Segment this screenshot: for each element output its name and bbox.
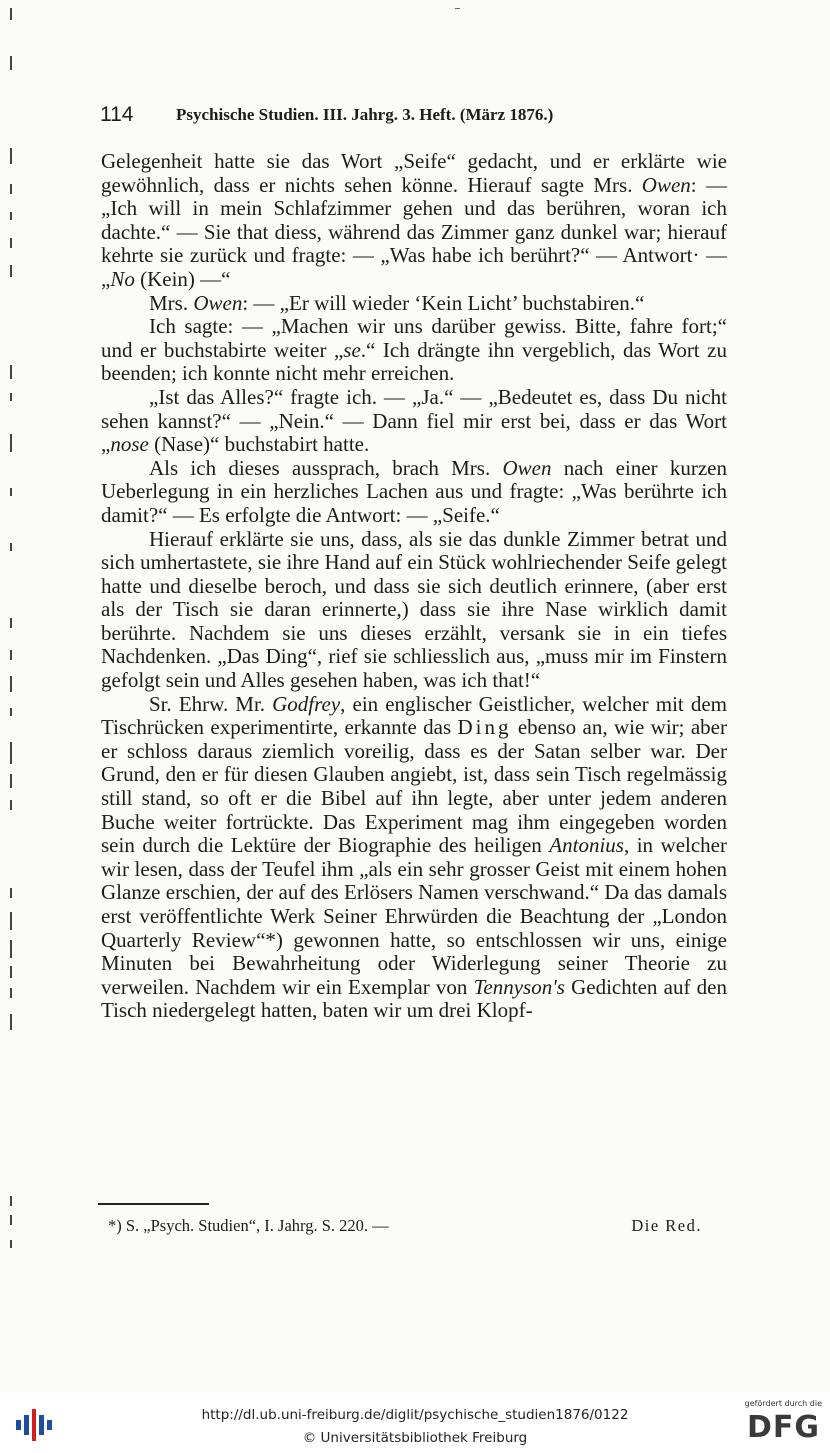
emphasis-name: se	[343, 337, 361, 362]
text-run: Als ich dieses aussprach, brach Mrs.	[149, 455, 503, 480]
emphasis-name: No	[110, 266, 135, 291]
emphasis-name: Tennyson's	[473, 974, 565, 999]
footnote-signature: Die Red.	[631, 1216, 702, 1235]
text-run: : — „Ich will in mein Schlafzimmer gehen und das berühren, woran ich dachte.“ — Sie that diess, während das Zimmer ganz dunkel war; hierauf kehrte sie zurück und fragte: — „Was habe ich berührt?“ — Antwort· — „	[101, 172, 727, 291]
dfg-funded-label: gefördert durch die	[744, 1399, 822, 1408]
text-run: nach einer kurzen Ueberlegung in ein herzliches Lachen aus und fragte: „Was berührte ich damit?“ — Es erfolgte die Antwort: — „Seife.“	[101, 455, 728, 527]
body-paragraph	[101, 457, 727, 528]
body-paragraph	[101, 315, 727, 386]
margin-marks	[10, 0, 16, 1393]
text-run: Gedichten auf den Tisch niedergelegt hatten, baten wir um drei Klopf-	[101, 974, 727, 1023]
text-run: (Nase)“ buchstabirt hatte.	[148, 432, 370, 457]
body-paragraph	[101, 528, 727, 693]
body-paragraph	[101, 292, 727, 316]
text-run: ebenso an, wie wir; aber er schloss daraus ziemlich voreilig, dass es der Satan selber war. Der Grund, den er für diesen Glauben angiebt, ist, dass sein Tisch regelmässig still stand, so oft er die Bibel auf ihn legte, aber unter jedem anderen Buche weiter fortrückte. Das Experiment mag ihm eingegeben worden sein durch die Lektüre der Biographie des heiligen	[101, 715, 727, 858]
text-run: , in welcher wir lesen, dass der Teufel ihm „als ein sehr grosser Geist mit einem hohen Glanze erschien, der auf des Erlösers Namen verschwand.“ Da das damals erst veröffentlichte Werk Seiner Ehrwürden die Beachtung der „London Quarterly Review“*) gewonnen hatte, so entschlossen wir uns, einige Minuten bei Bewahrheitung oder Widerlegung seiner Theorie zu verweilen. Nachdem wir ein Exemplar von	[101, 833, 727, 999]
footnote-text: *) S. „Psych. Studien“, I. Jahrg. S. 220. —	[108, 1216, 389, 1235]
body-text	[101, 150, 727, 1023]
emphasis-name: Godfrey	[272, 691, 341, 716]
footnote-rule	[98, 1203, 209, 1205]
running-header	[100, 103, 690, 127]
viewer-footer	[0, 1393, 830, 1453]
body-paragraph	[101, 693, 727, 1023]
text-run: „Ist das Alles?“ fragte ich. — „Ja.“ — „Bedeutet es, dass Du nicht sehen kannst?“ — „Nein.“ — Dann fiel mir erst bei, dass er das Wort „	[101, 384, 727, 457]
text-run: Ich sagte: — „Machen wir uns darüber gewiss. Bitte, fahre fort;“ und er buchstabirte weiter „	[101, 314, 727, 362]
text-run: Gelegenheit hatte sie das Wort „Seife“ gedacht, und er erklärte wie gewöhnlich, dass er nichts sehen könne. Hierauf sagte Mrs.	[101, 149, 727, 197]
text-run: : — „Er will wieder ‘Kein Licht’ buchstabiren.“	[242, 290, 645, 315]
spaced-emphasis: Ding	[457, 715, 512, 740]
emphasis-name: Owen	[193, 290, 243, 315]
text-run: .“ Ich drängte ihn vergeblich, das Wort zu beenden; ich konnte nicht mehr erreichen.	[101, 337, 727, 386]
text-run: Sr. Ehrw. Mr.	[149, 691, 273, 716]
page-number: 114	[100, 103, 134, 126]
running-title: Psychische Studien. III. Jahrg. 3. Heft. (März 1876.)	[176, 105, 554, 124]
text-run: (Kein) —“	[134, 266, 231, 291]
scan-artifact	[455, 8, 460, 9]
text-run: Hierauf erklärte sie uns, dass, als sie das dunkle Zimmer betrat und sich umhertastete, sie ihre Hand auf ein Stück wohlriechender Seife gelegt hatte und dieselbe beroch, und dass sie sich deutlich erinnere, (aber erst als der Tisch sie daran erinnerte,) dass sie ihre Nase wirklich damit berührte. Nachdem sie uns dieses erzählt, versank sie in ein tiefes Nachdenken. „Das Ding“, rief sie schliesslich aus, „muss mir im Finstern gefolgt sein und Alles gesehen haben, was ich that!“	[101, 526, 727, 693]
body-paragraph	[101, 386, 727, 457]
body-paragraph	[101, 150, 727, 292]
text-run: , ein englischer Geistlicher, welcher mit dem Tischrücken experimentirte, erkannte das	[101, 691, 727, 740]
copyright: © Universitätsbibliothek Freiburg	[302, 1430, 528, 1446]
emphasis-name: nose	[110, 432, 149, 457]
emphasis-name: Owen	[502, 455, 552, 480]
dfg-logo-icon	[726, 1399, 822, 1447]
page-url[interactable]: http://dl.ub.uni-freiburg.de/diglit/psychische_studien1876/0122	[201, 1407, 629, 1423]
emphasis-name: Antonius	[549, 833, 624, 858]
footnote	[108, 1216, 702, 1238]
text-run: Mrs.	[149, 290, 194, 315]
dfg-logo-text: DFG	[746, 1410, 820, 1445]
emphasis-name: Owen	[641, 172, 691, 197]
